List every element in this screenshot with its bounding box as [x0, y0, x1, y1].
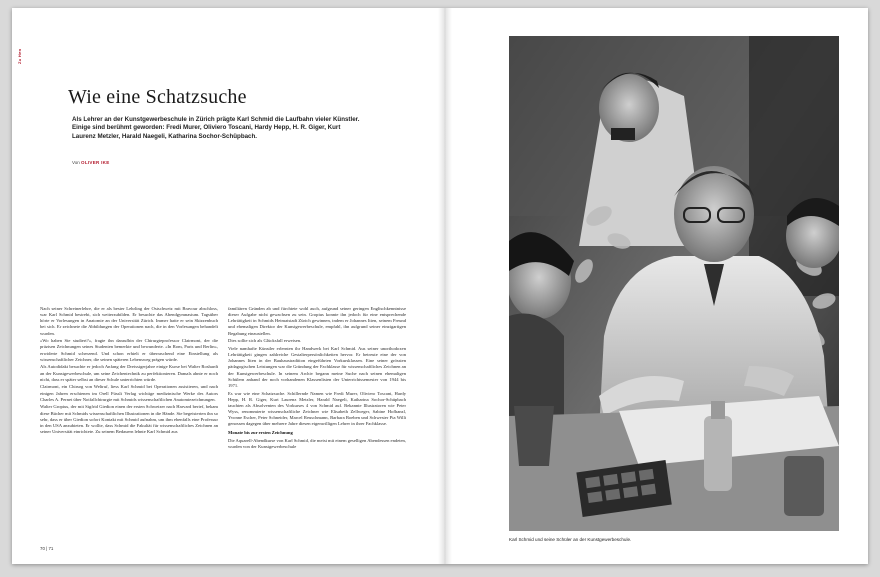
- historical-photo: [509, 36, 839, 531]
- section-subhead: Monate bis zur ersten Zeichnung: [228, 430, 293, 436]
- byline-author: OLIVER IKE: [81, 160, 110, 165]
- magazine-spread: [12, 8, 868, 564]
- paragraph: «Wo haben Sie studiert?», fragte ihn daraufhin der Chirurgieprofessor Clairmont, der die präzisen Zeichnungen seines Studenten bemerkte und bewunderte. «In Rom, Paris und Berlin», erwiderte Schmid scherzend. Und schon erhielt er überraschend eine Einstellung als wissenschaftlicher Zeichner, die seinen späteren Lebensweg prägen würde.: [40, 338, 218, 362]
- photo-caption: Karl Schmid und seine Schüler an der Kunstgewerbeschule.: [509, 537, 632, 542]
- byline-prefix: Von: [72, 160, 80, 165]
- paragraph: Es war wie eine Schatzsuche. Schillernde Namen wie Fredi Murer, Oliviero Toscani, Hardy Hepp, H. R. Giger, Kurt Laurenz Metzler, Harald Naegeli, Katharina Sochor-Schüpbach tauchten als Absolventen des Vorkurses 4 von Schmid auf. Bekannte Illustratoren wie Peter Wyss, renommierte wissenschaftliche Zeichner wie Elisabeth Zellweger, Sabine Hofhanzl, Yvonne Escher, Peter Schneider, Marcel Reuschmann, Barbara Boeben und Schwester Pia Willi genossen dagegen über mehrere Jahre diesen eigenwilligen Lehrer in ihrer Fachklasse.: [228, 390, 406, 427]
- section-tag: Zu Hen: [17, 48, 22, 64]
- paragraph: Clairmont, ein Chirurg von Weltruf, liess Karl Schmid bei Operationen assistieren, und nach einigen Jahren erschienen im Orell Füssli Verlag wichtige medizinische Werke des Autors Charles A. Pernet über Notfallchirurgie mit Schmids wissenschaftlichen Anatomiezeichnungen.: [40, 384, 218, 402]
- paragraph: Viele namhafte Künstler erlernten ihr Handwerk bei Karl Schmid. Aus seiner unorthodoxen Lehrtätigkeit gingen zahlreiche Gestalterpersönlichkeiten hervor. Er betreute eine der von Johannes Itten in der Bauhaustradition eingeführten Vorkursklassen. Eine seiner grössten pädagogischen Leistungen war die Gründung der Fachklasse für wissenschaftliches Zeichnen an der Kunstgewerbeschule. In seinem Archiv begann meine Suche nach seinen ehemaligen Schülern anhand der noch vorhandenen Klassenlisten der Unterrichtssemester von 1944 bis 1971.: [228, 345, 406, 388]
- page-numbers: 70 | 71: [40, 546, 54, 551]
- byline: [72, 160, 110, 165]
- spread-gutter: [438, 8, 452, 564]
- paragraph: Nach seiner Schreinerlehre, die er als bester Lehrling der Ostschweiz mit Bravour abschloss, war Karl Schmid bestrebt, sich weiterzubilden. Er besuchte das Abendgymnasium. Tagsüber hörte er Vorlesungen in Anatomie an der Universität Zürich. Immer hatte er sein Skizzenbuch bei sich. Er zeichnete die Abbildungen der Operationen nach, die in den Vorlesungen behandelt wurden.: [40, 306, 218, 336]
- article-headline: Wie eine Schatzsuche: [68, 86, 247, 108]
- text-column-1: [40, 306, 218, 437]
- paragraph: Als Autodidakt besuchte er jedoch Anfang der Dreissigerjahre einige Kurse bei Walter Roshardt an der Kunstgewerbeschule, um seine Zeichentechnik zu perfektionieren. Damals ahnte er noch nicht, dass er später selbst an dieser Schule unterrichten würde.: [40, 364, 218, 382]
- paragraph: Die Aquarell-Abendkurse von Karl Schmid, die meist mit einem geselligen Abendessen endeten, wurden von der Kunstgewerbeschule: [228, 438, 406, 450]
- text-column-2: [228, 306, 406, 452]
- paragraph: Dies sollte sich als Glücksfall erweisen.: [228, 338, 302, 344]
- article-lead: Als Lehrer an der Kunstgewerbeschule in Zürich prägte Karl Schmid die Laufbahn vieler Künstler. Einige sind berühmt geworden: Fredi Murer, Oliviero Toscani, Hardy Hepp, H. R. Giger, Kurt Laurenz Metzler, Harald Naegeli, Katharina Sochor-Schüpbach.: [72, 116, 360, 140]
- paragraph: Walter Gropius, der mit Sigfrid Giedion einen der ersten Schweizer nach Harvard berief, bekam diese Bücher mit Schmids wissenschaftlichen Illustrationen in die Hände. Sie begeisterten ihn so sehr, dass er über Giedion sofort Kontakt mit Schmid aufnahm, um ihm ebenfalls eine Professur in den USA anzubieten. Er wollte, dass Schmid die Fakultät für wissenschaftliches Zeichnen an seiner Universität einrichtete. Zu seinem Bedauern lehnte Karl Schmid aus: [40, 404, 218, 434]
- paragraph: familiären Gründen ab und fürchtete wohl auch, aufgrund seiner geringen Englischkenntnisse dieser Aufgabe nicht gewachsen zu sein. Gropius konnte ihn jedoch für eine entsprechende Lehrtätigkeit in Schmids Heimatstadt Zürich gewinnen, indem er Johannes Itten, seinem Freund und ehemaligen Direktor der Kunstgewerbeschule, empfahl, ihn aufgrund seiner einzigartigen Begabung einzustellen.: [228, 306, 406, 336]
